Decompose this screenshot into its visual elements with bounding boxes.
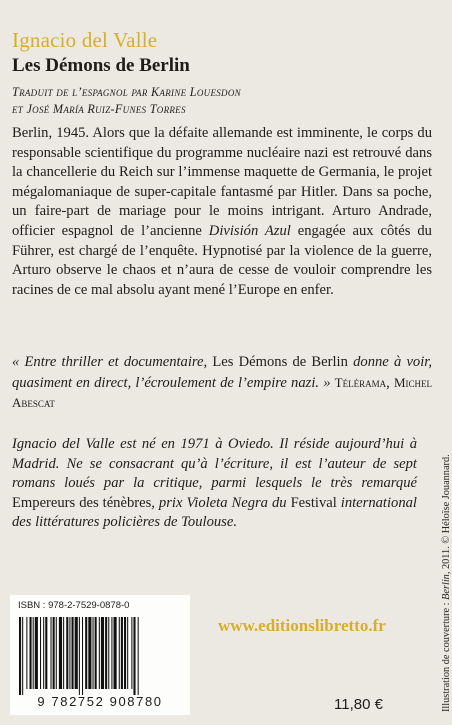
price: 11,80 € [334, 696, 383, 713]
barcode-bar [56, 617, 57, 689]
credit-rest: , 2011. © Héloïse Jouannard. [441, 454, 452, 575]
barcode-bar [88, 617, 91, 689]
bio-text-2: , prix [151, 494, 187, 511]
publisher-website: www.editionslibretto.fr [218, 616, 386, 635]
barcode-bar [133, 617, 135, 695]
barcode-bar [121, 617, 123, 689]
author-name: Ignacio del Valle [12, 28, 158, 52]
barcode-bar [105, 617, 107, 689]
book-title: Les Démons de Berlin [12, 55, 190, 76]
bio-book-title: Empereurs des ténèbres [12, 494, 152, 511]
barcode-bar [59, 617, 62, 689]
barcode-bar [53, 617, 55, 689]
translator-line-1: Traduit de l’espagnol par Karine Louesdon [12, 85, 241, 99]
barcode-bar [111, 617, 112, 689]
barcode-bar [99, 617, 100, 689]
quote-source: Télérama [334, 374, 387, 390]
quote-open: « Entre thriller et documentaire, [12, 354, 213, 370]
credit-work: Berlin [441, 574, 452, 600]
barcode-bar [85, 617, 87, 689]
barcode-bar [75, 617, 78, 689]
barcode-bar [138, 617, 139, 695]
barcode-bar [30, 617, 32, 689]
barcode-bar [108, 617, 109, 689]
synopsis [12, 124, 432, 300]
bio-festival: Festival [290, 494, 337, 511]
barcode-bar [127, 617, 128, 689]
barcode-bar [35, 617, 38, 689]
barcode-bar [93, 617, 94, 689]
barcode-bar [114, 617, 117, 689]
isbn-label: ISBN : 978-2-7529-0878-0 [18, 600, 130, 611]
quote-text: donne à voir, quasiment en direct, l’écroulement de l’empire nazi. » [12, 354, 432, 391]
barcode-bar [101, 617, 104, 689]
barcode-area [10, 595, 190, 715]
barcode-bar [26, 617, 27, 689]
barcode-bar [124, 617, 126, 689]
barcode-bar [51, 617, 52, 689]
barcode-bar [22, 617, 23, 695]
credit-label: Illustration de couverture : [441, 599, 452, 712]
cover-credit [441, 454, 452, 712]
bio-text-1: Ignacio del Valle est né en 1971 à Oviedo. Il réside aujourd’hui à Madrid. Ne se consacrant qu’à l’écriture, il est l’auteur de sept romans loués par la critique, parmi lesquels le très remarqué [12, 436, 417, 492]
barcode-bar [43, 617, 44, 689]
press-quote: « Entre thriller et documentaire, Les Démons de Berlin donne à voir, quasiment en direct, l’écroulement de l’empire nazi. » Télérama, Michel Abescat [12, 354, 432, 411]
barcode-bar [45, 617, 47, 689]
bio-prize: Violeta Negra [186, 494, 268, 511]
barcode-bar [66, 617, 68, 689]
barcode-bar [79, 617, 80, 695]
barcode-digits: 9 782752 908780 [37, 694, 163, 709]
barcode-bar [69, 617, 70, 689]
bio-text-3: du [267, 494, 291, 511]
barcode-bar [82, 617, 83, 695]
translator-credit [12, 84, 241, 118]
barcode-bar [40, 617, 41, 689]
quote-critic: Michel Abescat [12, 374, 432, 411]
barcode-bar [95, 617, 97, 689]
barcode-bar [131, 617, 132, 689]
barcode-bar [19, 617, 21, 695]
quote-book-title: Les Démons de Berlin [212, 354, 348, 370]
barcode-bar [33, 617, 34, 689]
barcode-bar [119, 617, 120, 689]
bio-text-4: international des littératures policières de Toulouse. [12, 494, 417, 531]
barcode [15, 617, 185, 695]
barcode-bar [72, 617, 74, 689]
synopsis-text-2: engagée aux côtés du Führer, est chargé de l’enquête. Hypnotisé par la violence de la guerre, Arturo observe le chaos et n’aura de cesse de vouloir comprendre les racines de ce mal absolu ayant mené l’Europe en enfer. [12, 222, 432, 298]
barcode-bar [63, 617, 64, 689]
author-bio [12, 435, 417, 533]
synopsis-text-1: Berlin, 1945. Alors que la défaite allemande est imminente, le corps du responsable scientifique du programme nucléaire nazi est retrouvé dans la chancellerie du Reich sur l’immense maquette de Germania, le projet mégalomaniaque de super-capitale fantasmé par Hitler. Dans sa poche, un faire-part de mariage pour le moins intrigant. Arturo Andrade, officier espagnol de l’ancienne [12, 125, 432, 239]
translator-line-2: et José María Ruiz-Funes Torres [12, 102, 186, 116]
synopsis-italic: División Azul [208, 222, 291, 239]
synopsis-paragraph [12, 124, 432, 300]
